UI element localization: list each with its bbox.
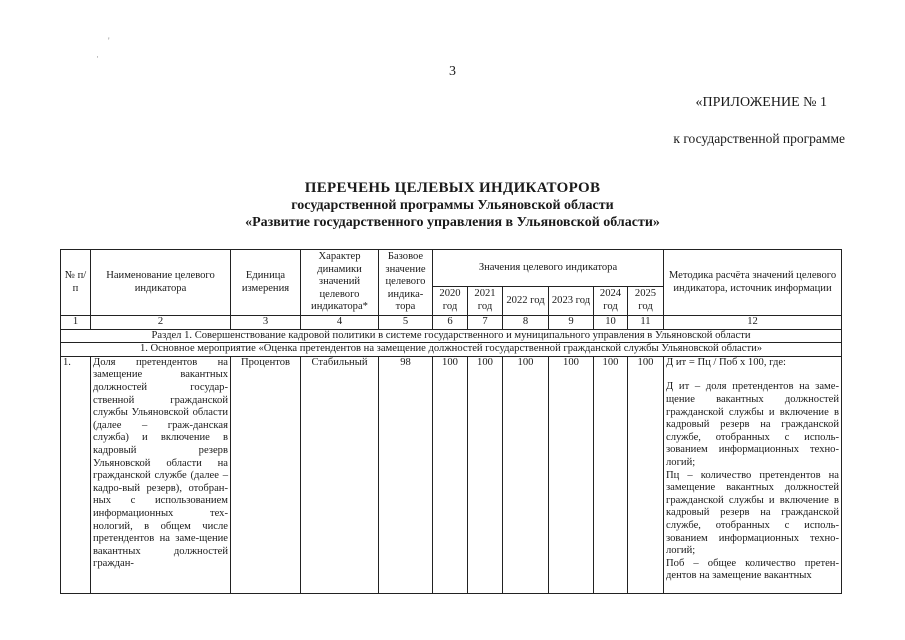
row-value: 100	[468, 356, 503, 593]
column-number: 9	[549, 316, 594, 330]
header-year: 2023 год	[549, 287, 594, 316]
header-year: 2022 год	[503, 287, 549, 316]
title-line-1: ПЕРЕЧЕНЬ ЦЕЛЕВЫХ ИНДИКАТОРОВ	[304, 180, 601, 196]
column-number: 3	[231, 316, 301, 330]
method-paragraph: Д ит – доля претендентов на заме-щение вакантных должностей гражданской службы и включение в кадровый резерв на гражданской службе, отобранных с исполь-зованием информационных техно-логий;	[666, 381, 839, 468]
header-unit: Единица измерения	[231, 250, 301, 316]
header-year: 2024 год	[594, 287, 628, 316]
subsection-title: 1. Основное мероприятие «Оценка претендентов на замещение должностей государственной гражданской службы Ульяновской области»	[61, 343, 842, 357]
column-number: 10	[594, 316, 628, 330]
column-number: 11	[628, 316, 664, 330]
scan-speck: '	[108, 36, 110, 46]
method-formula: Д ит = Пц / Поб х 100, где:	[666, 356, 786, 368]
column-number: 7	[468, 316, 503, 330]
row-value: 100	[594, 356, 628, 593]
method-paragraph: Пц – количество претендентов на замещение вакантных должностей гражданской службы и включение в кадровый резерв на гражданской службе, отобранных с исполь-зованием информационных техно-логий;	[666, 469, 839, 557]
row-value: 100	[433, 356, 468, 593]
indicators-table	[60, 249, 842, 594]
header-num: № п/п	[61, 250, 91, 316]
column-number: 1	[61, 316, 91, 330]
column-number: 4	[301, 316, 379, 330]
column-number: 12	[664, 316, 842, 330]
row-name: Доля претендентов на замещение вакантных должностей государ-ственной гражданской службы Ульяновской области (далее – граж-данская служба) и включение в кадровый резерв Ульяновской области на гражданской службе (далее – кадро-вый резерв), отобран-ных с использованием информационных тех-нологий, в общем числе претендентов на заме-щение вакантных должностей граждан-	[91, 356, 231, 593]
title-line-3: «Развитие государственного управления в Ульяновской области»	[245, 215, 660, 230]
column-number: 8	[503, 316, 549, 330]
title-line-2: государственной программы Ульяновской области	[291, 198, 614, 213]
table-row	[61, 356, 842, 593]
row-value: 100	[503, 356, 549, 593]
header-year: 2021 год	[468, 287, 503, 316]
column-number: 2	[91, 316, 231, 330]
row-dynamics: Стабильный	[301, 356, 379, 593]
row-base: 98	[379, 356, 433, 593]
document-title	[0, 180, 905, 231]
row-value: 100	[628, 356, 664, 593]
row-unit: Процентов	[231, 356, 301, 593]
header-year: 2025 год	[628, 287, 664, 316]
header-values-group: Значения целевого индикатора	[433, 250, 664, 287]
column-number: 6	[433, 316, 468, 330]
page-number: 3	[449, 64, 456, 79]
row-value: 100	[549, 356, 594, 593]
header-name: Наименование целевого индикатора	[91, 250, 231, 316]
row-method	[664, 356, 842, 593]
appendix-subtitle: к государственной программе	[673, 131, 845, 146]
header-base: Базовое значение целевого индика-тора	[379, 250, 433, 316]
column-numbers-row	[61, 316, 842, 330]
section-title: Раздел 1. Совершенствование кадровой политики в системе государственного и муниципального управления в Ульяновской области	[61, 329, 842, 343]
header-dynamics: Характер динамики значений целевого индикатора*	[301, 250, 379, 316]
row-num: 1.	[61, 356, 91, 593]
scan-speck: ·	[96, 52, 99, 62]
method-paragraph: Поб – общее количество претен-дентов на замещение вакантных	[666, 557, 839, 582]
header-year: 2020 год	[433, 287, 468, 316]
appendix-label: «ПРИЛОЖЕНИЕ № 1	[695, 95, 827, 110]
header-method: Методика расчёта значений целевого индикатора, источник информации	[664, 250, 842, 316]
column-number: 5	[379, 316, 433, 330]
